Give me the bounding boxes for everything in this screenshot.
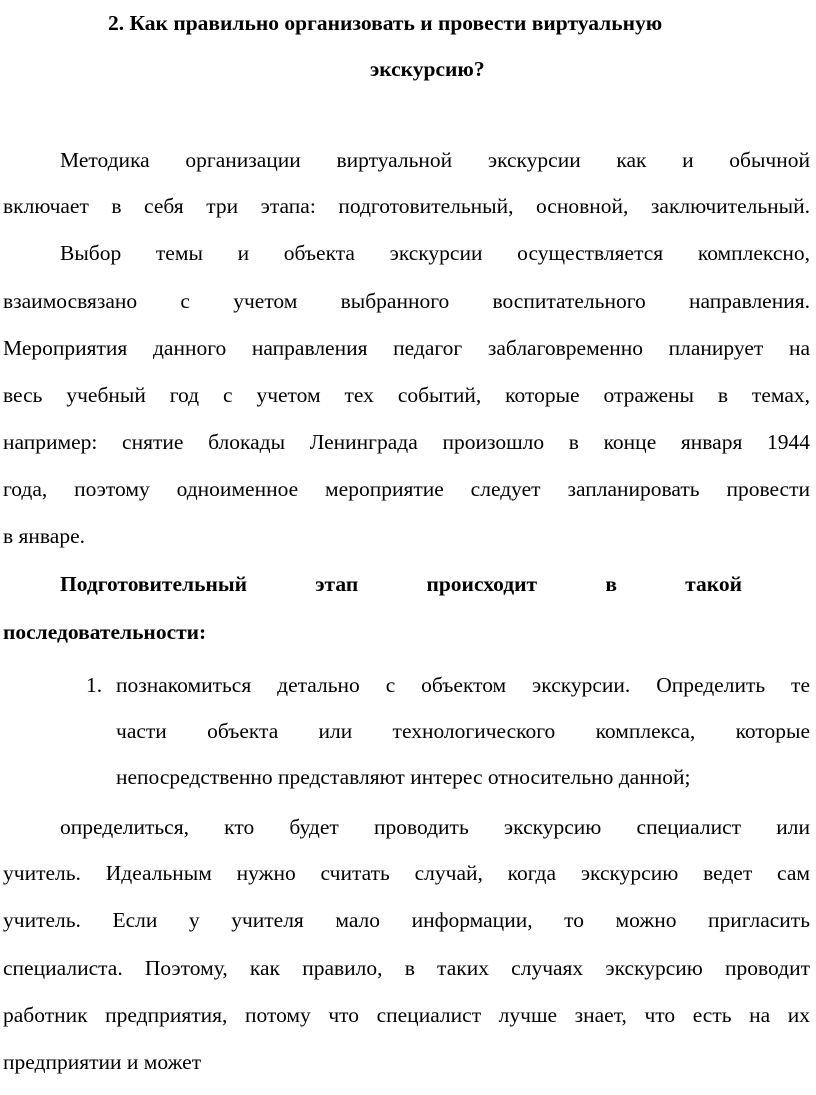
paragraph-2-line-1: Выбор темы и объекта экскурсии осуществляется комплексно, [60, 241, 810, 265]
paragraph-2-line-4: весь учебный год с учетом тех событий, которые отражены в темах, [3, 383, 810, 407]
paragraph-2-line-3: Мероприятия данного направления педагог заблаговременно планирует на [3, 336, 810, 360]
paragraph-2-line-7: в январе. [3, 524, 86, 548]
paragraph-3-line-2: учитель. Идеальным нужно считать случай, когда экскурсию ведет сам [3, 861, 810, 885]
paragraph-1-line-1: Методика организации виртуальной экскурсии как и обычной [60, 148, 810, 172]
paragraph-2-line-2: взаимосвязано с учетом выбранного воспитательного направления. [3, 289, 810, 313]
paragraph-3-line-6: предприятии и может [3, 1050, 202, 1074]
paragraph-2-line-5: например: снятие блокады Ленинграда произошло в конце января 1944 [3, 430, 810, 454]
list-item-1-line-2: части объекта или технологического комплекса, которые [116, 719, 810, 743]
section-heading-line-1: 2. Как правильно организовать и провести виртуальную [108, 11, 663, 35]
paragraph-3-line-1: определиться, кто будет проводить экскурсию специалист или [60, 815, 810, 839]
paragraph-3-line-5: работник предприятия, потому что специалист лучше знает, что есть на их [3, 1003, 810, 1027]
list-item-1-line-1: познакомиться детально с объектом экскурсии. Определить те [116, 673, 810, 697]
paragraph-1-line-2: включает в себя три этапа: подготовительный, основной, заключительный. [3, 194, 810, 218]
stage-heading-line-1: Подготовительный этап происходит в такой [60, 572, 742, 596]
paragraph-3-line-3: учитель. Если у учителя мало информации, то можно пригласить [3, 908, 810, 932]
stage-heading-line-2: последовательности: [3, 620, 207, 644]
section-heading-line-2: экскурсию? [370, 57, 485, 81]
list-item-1-number: 1. [86, 673, 103, 697]
list-item-1-line-3: непосредственно представляют интерес относительно данной; [116, 765, 691, 789]
paragraph-3-line-4: специалиста. Поэтому, как правило, в таких случаях экскурсию проводит [3, 956, 810, 980]
paragraph-2-line-6: года, поэтому одноименное мероприятие следует запланировать провести [3, 477, 810, 501]
